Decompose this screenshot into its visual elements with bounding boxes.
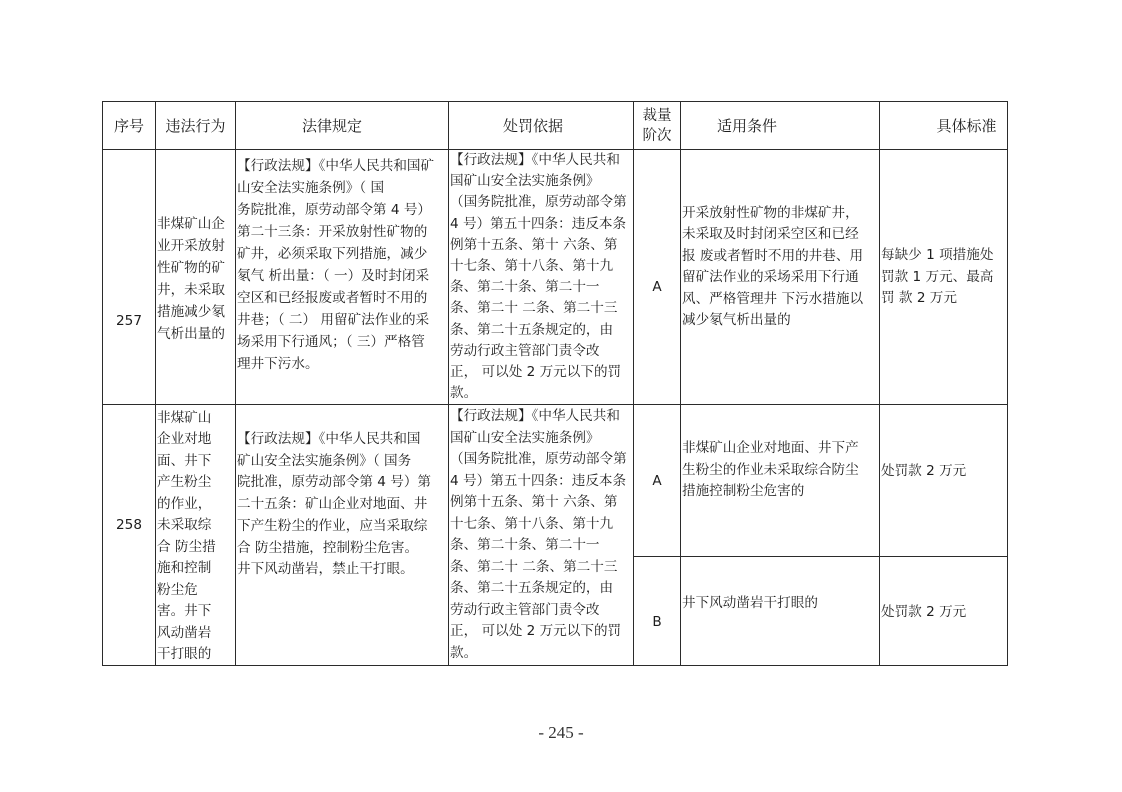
row-258-standard-b (880, 557, 1008, 666)
text-line: 粉尘危 (157, 581, 198, 598)
text-line: 每缺少 1 项措施处 (881, 247, 994, 263)
row-258-penalty-basis (449, 405, 634, 666)
text-line: 例第十五条、第十 六条、第 (450, 236, 618, 253)
page-number: - 245 - (538, 723, 584, 742)
row-257-violation (156, 150, 236, 405)
text-line: 非煤矿山 (157, 410, 212, 426)
row-258-seq: 258 (103, 405, 156, 666)
text-line: 报 废或者暂时不用的井巷、用 (682, 247, 864, 264)
text-line: 罚 款 2 万元 (881, 290, 957, 306)
text-line: 未采取综 (157, 517, 212, 534)
text-line: 处罚款 2 万元 (881, 604, 967, 620)
text-line: 井巷；（ 二） 用留矿法作业的采 (237, 312, 430, 328)
text-line: 劳动行政主管部门责令改 (450, 601, 600, 618)
text-line: 下产生粉尘的作业，应当采取综 (237, 517, 428, 534)
text-line: 国矿山安全法实施条例》 (450, 429, 600, 446)
text-line: 正， 可以处 2 万元以下的罚 (450, 623, 622, 639)
text-line: 款。 (450, 385, 478, 402)
text-line: 条、第二十条、第二十一 (450, 279, 600, 296)
row-257-standard-a (880, 150, 1008, 405)
text-line: 业开采放射 (157, 238, 225, 254)
text-line: 企业对地 (157, 431, 212, 448)
text-line: 害。井下 (157, 603, 212, 620)
text-line: 例第十五条、第十 六条、第 (450, 494, 618, 510)
text-line: 【行政法规】《中华人民共和 (450, 408, 620, 424)
text-line: 罚款 1 万元、最高 (881, 268, 994, 285)
text-line: 风动凿岩 (157, 624, 212, 641)
text-line: 4 号）第五十四条：违反本条 (450, 472, 627, 489)
text-line: 山安全法实施条例》（ 国 (237, 180, 385, 196)
text-line: 十七条、第十八条、第十九 (450, 258, 614, 275)
text-line: 裁量 (642, 107, 672, 124)
row-258-level-b: B (634, 557, 681, 666)
text-line: 第二十三条：开采放射性矿物的 (237, 224, 428, 240)
header-standard: 具体标准 (880, 102, 1008, 150)
text-line: 生粉尘的作业未采取综合防尘 (682, 461, 859, 478)
text-line: 场采用下行通风；（ 三）严格管 (237, 334, 425, 350)
text-line: 气析出量的 (157, 326, 225, 342)
text-line: 合 防尘措 (157, 538, 216, 555)
text-line: 条、第二十条、第二十一 (450, 537, 600, 553)
text-line: 正， 可以处 2 万元以下的罚 (450, 364, 622, 381)
text-line: 非煤矿山企 (157, 216, 225, 232)
text-line: 开采放射性矿物的非煤矿井， (682, 205, 859, 221)
text-line: 条、第二十五条规定的，由 (450, 580, 614, 596)
row-257-condition-a (681, 150, 880, 405)
text-line: 减少氡气析出量的 (682, 312, 791, 329)
text-line: 的作业， (157, 495, 212, 512)
text-line: 理井下污水。 (237, 356, 319, 372)
row-258-condition-b (681, 557, 880, 666)
text-line: 未采取及时封闭采空区和已经 (682, 226, 859, 243)
row-257-seq: 257 (103, 150, 156, 405)
penalty-standards-table (102, 101, 1008, 666)
text-line: 井下风动凿岩，禁止干打眼。 (237, 561, 414, 578)
row-258-standard-a (880, 405, 1008, 557)
text-line: 干打眼的 (157, 645, 212, 662)
row-258-legal (236, 405, 449, 666)
header-violation: 违法行为 (156, 102, 236, 150)
text-line: 劳动行政主管部门责令改 (450, 342, 600, 359)
row-258-violation (156, 405, 236, 666)
header-seq: 序号 (103, 102, 156, 150)
text-line: 空区和已经报废或者暂时不用的 (237, 290, 428, 306)
text-line: 条、第二十 二条、第二十三 (450, 558, 618, 575)
text-line: 阶次 (642, 127, 672, 144)
text-line: 非煤矿山企业对地面、井下产 (682, 440, 859, 456)
text-line: 【行政法规】《中华人民共和国矿 (237, 158, 435, 174)
text-line: 氡气 析出量：（ 一）及时封闭采 (237, 268, 430, 284)
row-258-condition-a (681, 405, 880, 557)
header-level (634, 102, 681, 150)
text-line: 井，未采取 (157, 282, 225, 298)
text-line: 措施控制粉尘危害的 (682, 483, 805, 499)
text-line: （国务院批准，原劳动部令第 (450, 451, 627, 467)
text-line: 措施减少氡 (157, 304, 225, 320)
header-penalty-basis: 处罚依据 (449, 102, 634, 150)
text-line: 施和控制 (157, 560, 212, 577)
text-line: 条、第二十五条规定的，由 (450, 321, 614, 338)
text-line: 【行政法规】《中华人民共和 (450, 152, 620, 168)
text-line: 矿山安全法实施条例》（ 国务 (237, 452, 412, 469)
text-line: 二十五条：矿山企业对地面、井 (237, 496, 428, 513)
text-line: 院批准，原劳动部令第 4 号）第 (237, 474, 432, 491)
text-line: 4 号）第五十四条：违反本条 (450, 215, 627, 232)
text-line: （国务院批准，原劳动部令第 (450, 194, 627, 211)
header-legal: 法律规定 (236, 102, 449, 150)
header-condition: 适用条件 (681, 102, 880, 150)
text-line: 留矿法作业的采场采用下行通 (682, 269, 859, 286)
text-line: 合 防尘措施，控制粉尘危害。 (237, 539, 419, 556)
text-line: 【行政法规】《中华人民共和国 (237, 431, 421, 447)
text-line: 十七条、第十八条、第十九 (450, 515, 614, 532)
row-257-penalty-basis (449, 150, 634, 405)
text-line: 条、第二十 二条、第二十三 (450, 300, 618, 317)
text-line: 处罚款 2 万元 (881, 463, 967, 479)
row-257-legal (236, 150, 449, 405)
text-line: 务院批准，原劳动部令第 4 号） (237, 202, 432, 218)
text-line: 井下风动凿岩干打眼的 (682, 595, 818, 611)
text-line: 矿井，必须采取下列措施，减少 (237, 246, 428, 262)
row-258-level-a: A (634, 405, 681, 557)
row-257-level-a: A (634, 150, 681, 405)
text-line: 风、严格管理井 下污水措施以 (682, 290, 864, 307)
text-line: 国矿山安全法实施条例》 (450, 173, 600, 190)
text-line: 性矿物的矿 (157, 260, 225, 276)
text-line: 面、井下 (157, 452, 212, 469)
text-line: 产生粉尘 (157, 474, 212, 491)
text-line: 款。 (450, 644, 478, 661)
